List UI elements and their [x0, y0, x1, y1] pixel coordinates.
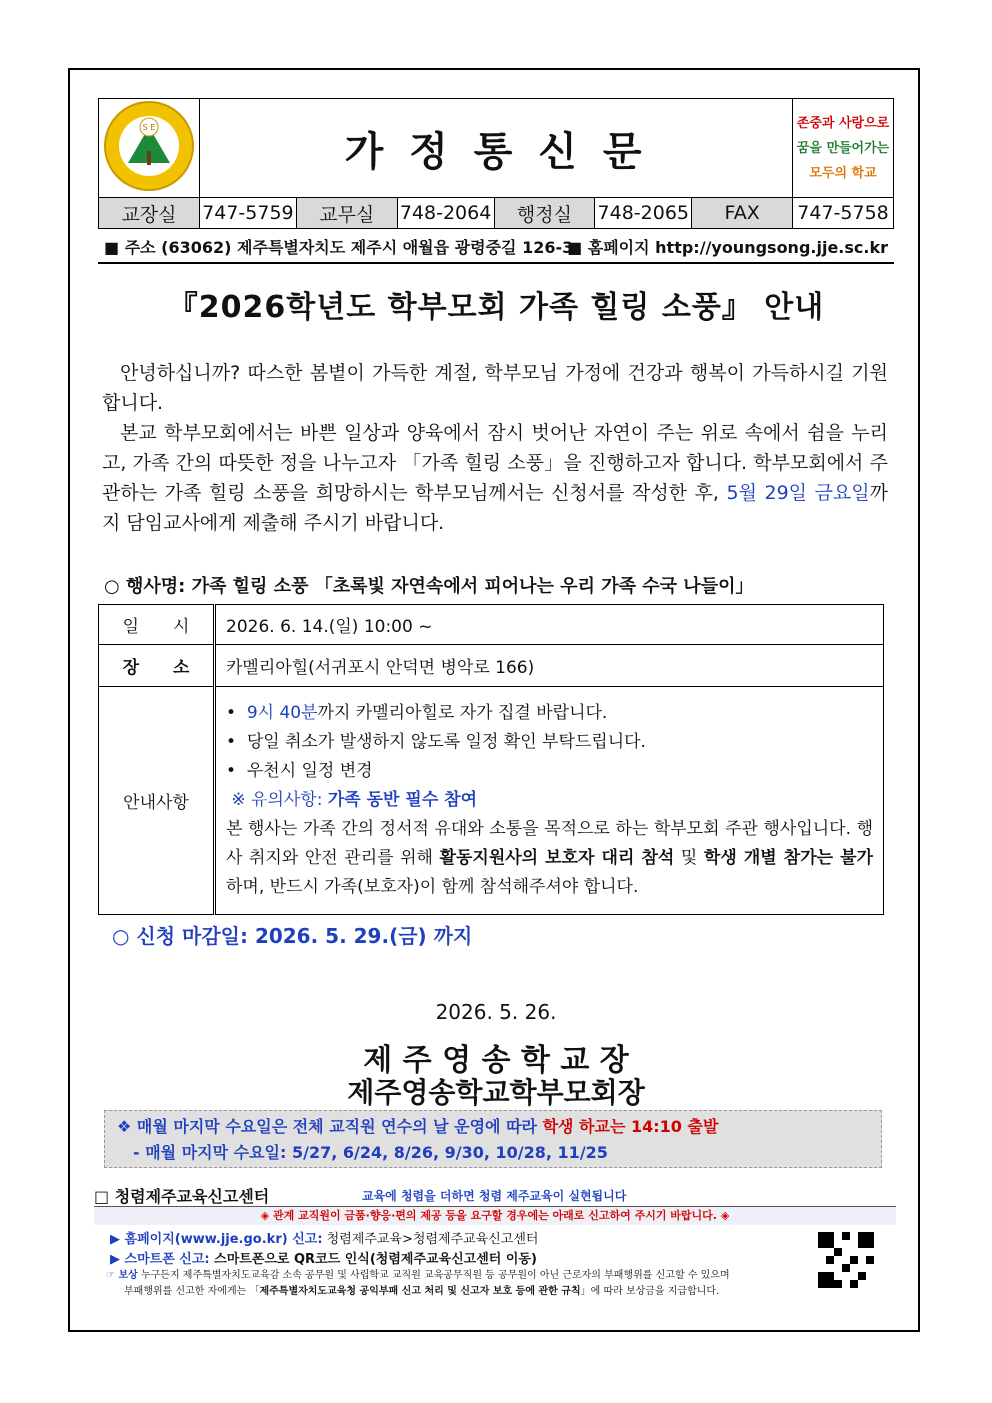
notes-label: 안내사항 — [99, 687, 215, 915]
list-item: • 우천시 일정 변경 — [226, 761, 373, 781]
notice-dates: - 매월 마지막 수요일: 5/27, 6/24, 8/26, 9/30, 10/28, 11/25 — [133, 1143, 608, 1162]
gather-time: 9시 40분 — [246, 703, 318, 723]
qr-code-icon[interactable] — [818, 1232, 874, 1288]
phone-number: 748-2064 — [397, 198, 494, 229]
note-text: 당일 취소가 발생하지 않도록 일정 확인 부탁드립니다. — [246, 732, 646, 752]
detail-text: 및 — [674, 848, 704, 868]
notice-line — [117, 1114, 881, 1140]
detail-text: 하며, 반드시 가족(보호자)이 함께 참석해주셔야 합니다. — [226, 877, 639, 897]
intro-paragraph-2 — [102, 418, 888, 538]
notice-text: 에 따라 — [485, 1117, 543, 1136]
intro-paragraph-1: 안녕하십니까? 따스한 봄볕이 가득한 계절, 학부모님 가정에 건강과 행복이 가득하시길 기원합니다. — [102, 362, 888, 414]
principal-name: 제 주 영 송 학 교 장 — [363, 1043, 629, 1078]
report-label: ▶ 스마트폰 신고: — [110, 1252, 210, 1267]
slogan-line: 꿈을 만들어가는 — [796, 140, 890, 156]
list-item: • 당일 취소가 발생하지 않도록 일정 확인 부탁드립니다. — [226, 732, 646, 752]
report-homepage — [110, 1228, 538, 1247]
header-title-cell — [199, 99, 792, 198]
notice-text: ❖ 매월 마지막 수요일은 전체 — [117, 1117, 330, 1136]
phone-label: 행정실 — [494, 198, 595, 229]
reward-text: 제주특별자치도교육청 공익부패 신고 처리 및 신고자 보호 등에 관한 규칙 — [259, 1286, 581, 1297]
reward-line — [106, 1284, 806, 1300]
slogan-line: 존중과 사랑으로 — [796, 115, 890, 131]
detail-bold: 활동지원사의 보호자 대리 참석 — [439, 848, 675, 868]
report-reward — [106, 1268, 806, 1300]
deadline-highlight: 5월 29일 금요일 — [726, 482, 870, 504]
reward-line — [106, 1268, 806, 1284]
header-table — [98, 98, 894, 229]
date-label: 일 시 — [99, 605, 215, 645]
event-heading: ○ 행사명: 가족 힐링 소풍 「초록빛 자연속에서 피어나는 우리 가족 수국 나들이」 — [104, 576, 754, 597]
homepage-text: ■ 홈페이지 http://youngsong.jje.sc.kr — [567, 238, 888, 257]
intro-text: 까지 담임교사에게 제출해 주시기 바랍니다. — [102, 482, 888, 534]
phone-number: 747-5759 — [199, 198, 296, 229]
note-text: 우천시 일정 변경 — [246, 761, 373, 781]
date-value: 2026. 6. 14.(일) 10:00 ~ — [215, 605, 884, 645]
reward-text: 」에 따라 보상금을 지급합니다. — [580, 1286, 720, 1297]
signoff-date: 2026. 5. 26. — [435, 1000, 557, 1024]
intro-text: 본교 학부모회에서는 바쁜 일상과 양육에서 잠시 벗어난 자연이 주는 위로 속에서 쉼을 누리고, 가족 간의 따뜻한 정을 나누고자 「가족 힐링 소풍」을 진행하고자 합니다. 학부모회에서 주관하는 가족 힐링 소풍을 희망하시는 학부모님께서는 신청서를 작성한 후, — [102, 422, 888, 504]
reward-label: ☞ 보상 — [106, 1270, 138, 1281]
place-value: 카멜리아힐(서귀포시 안덕면 병악로 166) — [215, 645, 884, 687]
application-deadline: ○ 신청 마감일: 2026. 5. 29.(금) 까지 — [112, 924, 473, 948]
note-text: 까지 카멜리아힐로 자가 집결 바랍니다. — [317, 703, 608, 723]
report-center-slogan: 교육에 청렴을 더하면 청렴 제주교육이 실현됩니다 — [362, 1189, 627, 1203]
address-bar — [98, 232, 894, 264]
document-title: 『2026학년도 학부모회 가족 힐링 소풍』 안내 — [167, 290, 825, 325]
notes-cell — [215, 687, 884, 915]
phone-label: 교무실 — [296, 198, 397, 229]
list-item: • 9시 40분까지 카멜리아힐로 자가 집결 바랍니다. — [226, 703, 608, 723]
caution-line — [226, 786, 873, 815]
detail-bold: 학생 개별 참가는 불가 — [703, 848, 874, 868]
svg-text:S E: S E — [142, 123, 156, 132]
phone-label: FAX — [692, 198, 793, 229]
caution-label: ※ 유의사항: — [231, 790, 328, 810]
detail-text: 본 행사는 가족 간의 정서적 유대와 소통을 목적으로 하는 학부모회 주관 행사입니다. 행사 취지와 안전 관리를 위해 — [226, 819, 873, 868]
dismissal-time: 학생 하교는 14:10 출발 — [542, 1117, 719, 1136]
association-name: 제주영송학교학부모회장 — [347, 1076, 645, 1109]
school-logo-cell — [99, 99, 200, 198]
slogan-cell — [793, 99, 894, 198]
wednesday-notice — [104, 1110, 882, 1168]
report-warning: ◈ 관계 교직원이 금품·향응·편의 제공 등을 요구할 경우에는 아래로 신고하여 주시기 바랍니다. ◈ — [94, 1206, 896, 1225]
report-center-title: □ 청렴제주교육신고센터 — [94, 1187, 270, 1206]
report-smartphone — [110, 1248, 537, 1267]
slogan-line: 모두의 학교 — [809, 165, 877, 181]
phone-number: 748-2065 — [595, 198, 692, 229]
place-label: 장 소 — [99, 645, 215, 687]
school-logo-icon — [102, 99, 196, 193]
notes-detail — [226, 815, 873, 902]
notice-text: 교직원 연수의 날 운영 — [329, 1117, 486, 1136]
reward-text: 부패행위를 신고한 자에게는 「 — [124, 1286, 260, 1297]
report-text: 청렴제주교육>청렴제주교육신고센터 — [322, 1232, 539, 1247]
reward-text: 누구든지 제주특별자치도교육감 소속 공무원 및 사립학교 교직원 교육공무직원 등 공무원이 아닌 근로자의 부패행위를 신고할 수 있으며 — [137, 1270, 730, 1281]
report-text: 스마트폰으로 QR코드 인식(청렴제주교육신고센터 이동) — [209, 1252, 537, 1267]
page-title: 가 정 통 신 문 — [344, 127, 648, 175]
event-table — [98, 604, 884, 915]
phone-number: 747-5758 — [793, 198, 894, 229]
address-text: ■ 주소 (63062) 제주특별자치도 제주시 애월읍 광령중길 126-3 — [104, 238, 574, 257]
caution-text: 가족 동반 필수 참여 — [327, 790, 478, 810]
report-label: ▶ 홈페이지(www.jje.go.kr) 신고: — [110, 1232, 323, 1247]
phone-label: 교장실 — [99, 198, 200, 229]
